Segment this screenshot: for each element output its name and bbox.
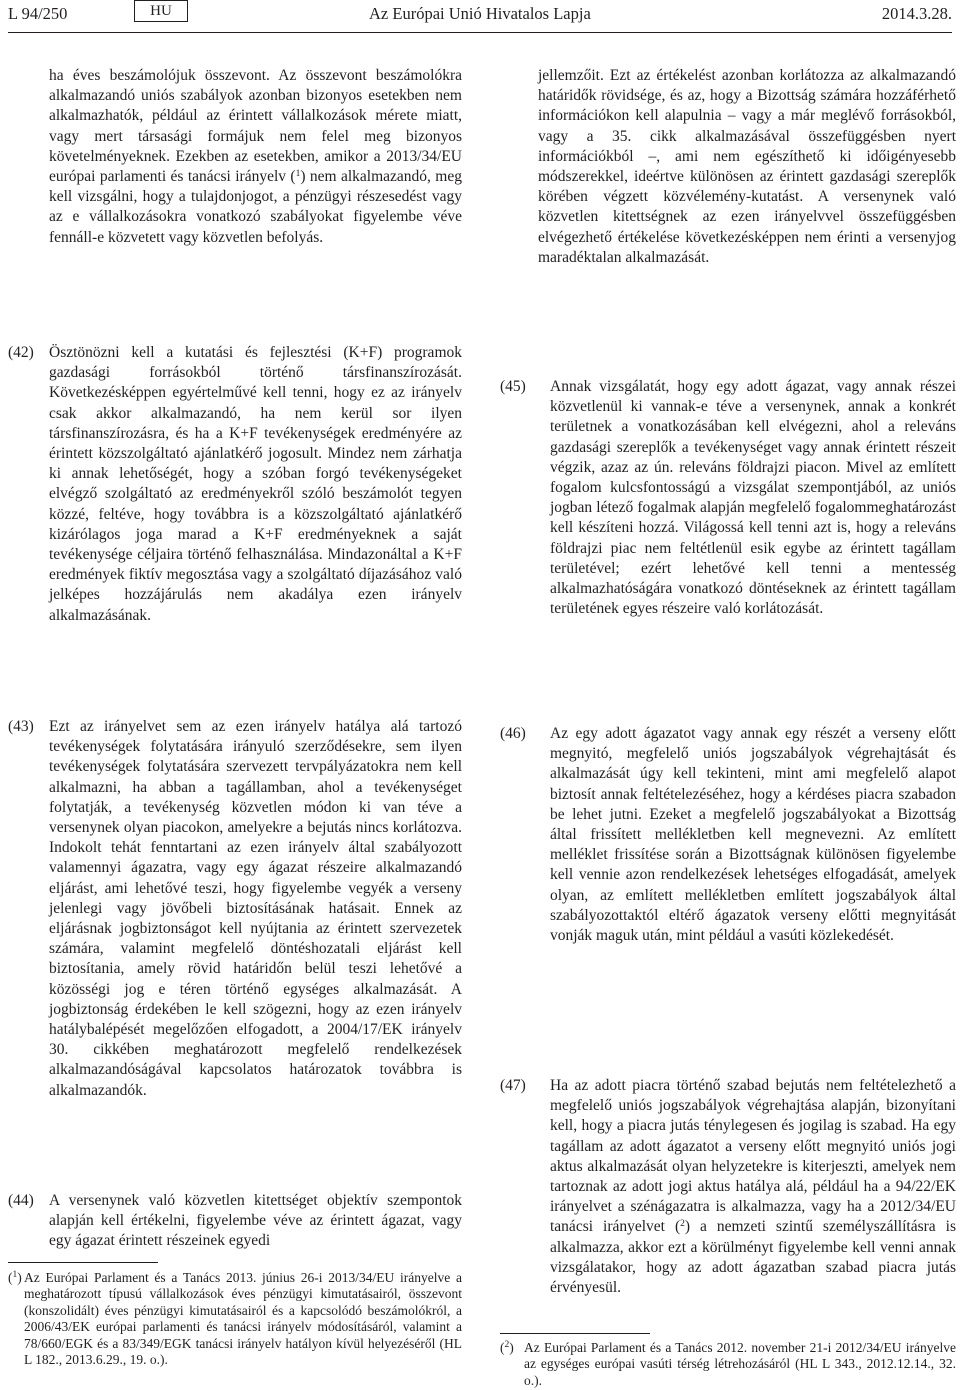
footnote-2-marker: ($^2$) — [500, 1340, 514, 1355]
left-continuation-paragraph: ha éves beszámolójuk összevont. Az összevont beszámolókra alkalmazandó uniós szabályok azonban bizonyos esetekben nem alkalmazhatók, például az érintett vállalkozások mérete miatt, vagy mert társasági formájuk nem felel meg bizonyos követelményeknek. Ezekben az esetekben, amikor a 2013/34/EU európai parlamenti és tanácsi irányelv ($^1$) nem alkalmazandó, meg kell vizsgálni, hogy a tulajdonjogot, a pénzügyi részesedést vagy az e vállalkozásokra vonatkozó szabályokat figyelembe véve fennáll-e közvetett vagy közvetlen befolyás. — [49, 67, 462, 246]
recital-45-number: (45) — [500, 378, 526, 395]
footnote-rule-left — [8, 1262, 158, 1263]
recital-43-text: Ezt az irányelvet sem az ezen irányelv hatálya alá tartozó tevékenységek folytatására irányuló szerződésekre, sem ilyen tevékenységek folytatására szervezett tervpályázatokra nem kell alkalmazni, ha abban a tagállamban, ahol a tevékenységet folytatják, a tevékenység közvetlen módon ki van téve a versenynek olyan piacokon, amelyekre a bejutás nincs korlátozva. Indokolt tehát fenntartani az ezen irányelv által szabályozott valamennyi ágazatra, vagy egy ágazat részeire alkalmazandó eljárást, ami lehetővé teszi, hogy figyelembe vegyék a verseny jelenlegi vagy jövőbeli biztosításának hatásait. Ennek az eljárásnak jogbiztonságot kell nyújtania az érintett szervezetek számára, valamint megfelelő döntéshozatali eljárást kell biztosítania, amely rövid határidőn belül teszi lehetővé a közösségi jog e téren történő egységes alkalmazását. A jogbiztonság érdekében le kell szögezni, hogy az ezen irányelv hatálybalépését megelőzően elfogadott, a 2004/17/EK irányelv 30. cikkében meghatározott megfelelő rendelkezések alkalmazandóságával kapcsolatos határozatok továbbra is alkalmazandók. — [49, 718, 462, 1099]
recital-44-text: A versenynek való közvetlen kitettséget objektív szempontok alapján kell értékelni, figyelembe véve az érintett ágazat, vagy egy ágazat érintett részeinek egyedi — [49, 1192, 462, 1250]
recital-47-number: (47) — [500, 1077, 526, 1094]
publication-date: 2014.3.28. — [881, 4, 952, 23]
page-header — [0, 0, 960, 36]
recital-44-number: (44) — [8, 1192, 34, 1209]
page-reference: L 94/250 — [8, 4, 68, 23]
recital-42-text: Ösztönözni kell a kutatási és fejlesztési (K+F) programok gazdasági forrásokból történő társfinanszírozását. Következésképpen egyértelművé kell tenni, hogy ez az irányelv csak akkor alkalmazandó, ha nem kerül sor ilyen társfinanszírozásra, és ha a K+F tevékenységek eredményére az érintett közszolgáltató ajánlatkérő jogosult. Mindez nem zárhatja ki annak lehetőségét, hogy a szóban forgó tevékenységeket elvégző szolgáltató az eredményekről szóló beszámolót tegyen közzé, feltéve, hogy továbbra is a közszolgáltató ajánlatkérő kizárólagos joga marad a K+F eredményeknek a saját tevékenysége céljaira történő felhasználása. Mindazonáltal a K+F eredmények fiktív megosztása vagy a szolgáltató díjazásához való jelképes hozzájárulás nem akadálya ezen irányelv alkalmazásának. — [49, 344, 462, 624]
language-code-box: HU — [134, 0, 188, 22]
footnote-1-marker: ($^1$) — [8, 1270, 22, 1285]
footnote-ref-2[interactable]: 2 — [680, 1219, 685, 1230]
journal-title: Az Európai Unió Hivatalos Lapja — [369, 4, 591, 23]
recital-46-number: (46) — [500, 725, 526, 742]
footnote-ref-1[interactable]: 1 — [295, 169, 301, 180]
footnote-rule-right — [500, 1333, 650, 1334]
recital-47-text: Ha az adott piacra történő szabad bejutás nem feltételezhető a megfelelő uniós jogszabályok végrehajtása alapján, bizonyítani kell, hogy a piacra jutás ténylegesen és jogilag is szabad. Ha egy tagállam az adott ágazatot a verseny előtt megnyitó uniós jogi aktus alkalmazását olyan helyzetekre is kiterjeszti, amelyek nem tartoznak az adott jogi aktus hatálya alá, például ha a 94/22/EK irányelvet a szénágazatra is alkalmazza, vagy ha a 2012/34/EU tanácsi irányelvet ($^2$) a nemzeti szintű személyszállításra is alkalmazza, akkor ezt a körülményt figyelembe kell venni annak vizsgálatakor, hogy az adott ágazatban szabad piacra jutás érvényesül. — [550, 1077, 956, 1297]
footnote-1-text: Az Európai Parlament és a Tanács 2013. június 26-i 2013/34/EU irányelve a meghatározott típusú vállalkozások éves pénzügyi kimutatásairól, összevont (konszolidált) éves pénzügyi kimutatásairól és a kapcsolódó beszámolókról, a 2006/43/EK európai parlamenti és tanácsi irányelv módosításáról, valamint a 78/660/EGK és a 83/349/EGK tanácsi irányelv hatályon kívül helyezéséről (HL L 182., 2013.6.29., 19. o.). — [24, 1270, 462, 1368]
footnote-2-text: Az Európai Parlament és a Tanács 2012. november 21-i 2012/34/EU irányelve az egységes európai vasúti térség létrehozásáról (HL L 343., 2012.12.14., 32. o.). — [524, 1340, 956, 1388]
recital-46-text: Az egy adott ágazatot vagy annak egy részét a verseny előtt megnyitó, megfelelő uniós jogszabályok végrehajtását és alkalmazását úgy kell tekinteni, mint ami megfelelő alapot biztosít annak feltételezéséhez, hogy a kérdéses piacra szabadon be lehet jutni. Ezeket a megfelelő jogszabályokat a Bizottság által frissített mellékletben kell megnevezni. Az említett melléklet frissítése során a Bizottságnak különösen figyelembe kell vennie azon rendelkezések lehetséges elfogadását, amelyek olyan, az említett mellékletben említett jogszabályok által szabályozottaktól eltérő ágazatok verseny előtti megnyitását vonják maguk után, mint például a vasúti közlekedését. — [550, 725, 956, 945]
recital-42-number: (42) — [8, 344, 34, 361]
recital-45-text: Annak vizsgálatát, hogy egy adott ágazat, vagy annak részei közvetlenül ki vannak-e téve a versenynek, annak a konkrét területnek a vonatkozásában kell elvégezni, ahol a releváns gazdasági szereplők a tevékenységet vagy annak érintett részeit végzik, azaz az ún. releváns földrajzi piacon. Mivel az említett fogalom kulcsfontosságú a vizsgálat szempontjából, az uniós jogban létező fogalmak alapján megfelelő fogalommeghatározást kell készíteni hozzá. Világossá kell tenni azt is, hogy a releváns földrajzi piac nem feltétlenül esik egybe az érintett tagállam területével; ezért lehetővé kell tenni a mentesség alkalmazhatóságára vonatkozó döntéseknek az érintett tagállam területének egyes részeire való korlátozását. — [550, 378, 956, 618]
recital-43-number: (43) — [8, 718, 34, 735]
header-rule — [8, 32, 952, 33]
right-continuation-paragraph: jellemzőit. Ezt az értékelést azonban korlátozza az alkalmazandó határidők rövidsége, és az, hogy a Bizottság számára hozzáférhető információkon kell alapulnia – vagy a már meglévő forrásokból, vagy a 35. cikk alkalmazásával összefüggésben nyert információkból –, ami nem egészíthető ki időigényesebb módszerekkel, ideértve különösen az érintett gazdasági szereplők körében végzett közvélemény-kutatást. A versenynek való közvetlen kitettségnek az ezen irányelvvel összefüggésben elvégezhető értékelése következésképpen nem érinti a versenyjog maradéktalan alkalmazását. — [538, 67, 956, 266]
